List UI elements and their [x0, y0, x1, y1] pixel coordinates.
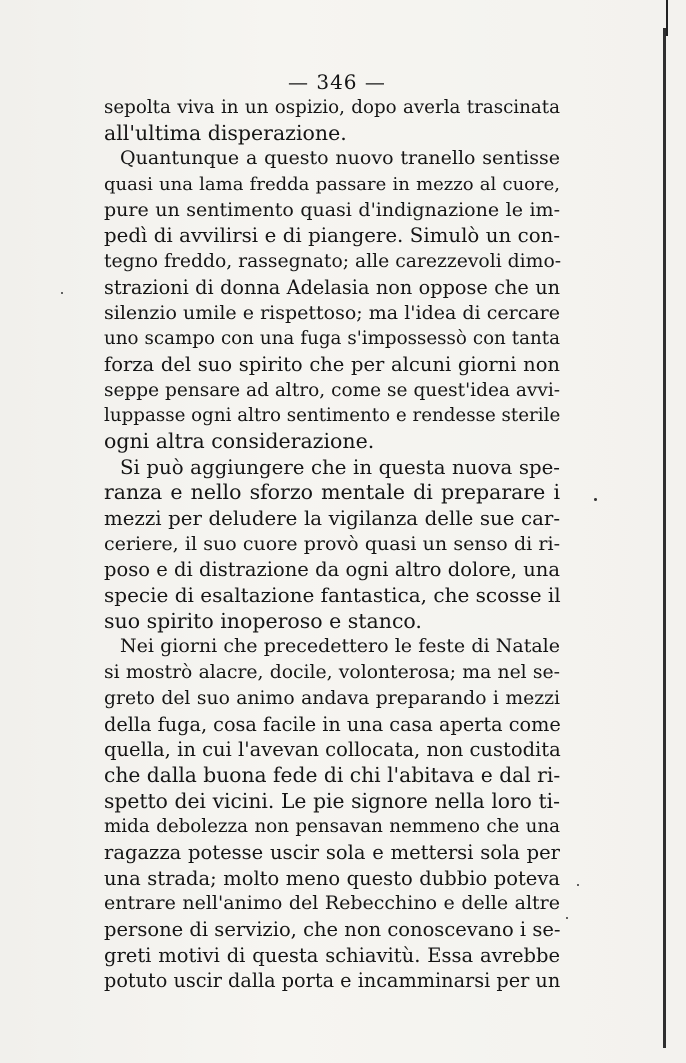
page-edge-shadow	[663, 28, 666, 1048]
text-line: mida debolezza non pensavan nemmeno che una	[104, 816, 560, 838]
text-line: si mostrò alacre, docile, volonterosa; ma nel se-	[104, 662, 560, 684]
text-line: seppe pensare ad altro, come se quest'idea avvi-	[104, 379, 560, 401]
text-line: pure un sentimento quasi d'indignazione le im-	[104, 198, 560, 221]
text-line: mezzi per deludere la vigilanza delle sue car-	[104, 507, 560, 530]
print-speck	[594, 498, 597, 501]
text-line: forza del suo spirito che per alcuni giorni non	[104, 352, 560, 376]
text-line: della fuga, cosa facile in una casa aperta come	[104, 712, 561, 736]
text-line: silenzio umile e rispettoso; ma l'idea di cercare	[104, 301, 560, 324]
text-line: ranza e nello sforzo mentale di preparare i	[104, 480, 560, 505]
text-line: uno scampo con una fuga s'impossessò con tanta	[104, 328, 560, 350]
page-edge-shadow-top	[666, 0, 668, 36]
text-line: sepolta viva in un ospizio, dopo averla trascinata	[104, 97, 560, 118]
text-line: potuto uscir dalla porta e incamminarsi per un	[104, 969, 561, 993]
print-speck	[566, 917, 568, 919]
text-line: Nei giorni che precedettero le feste di Natale	[120, 635, 560, 658]
print-speck	[61, 292, 63, 294]
text-line: Quantunque a questo nuovo tranello sentisse	[120, 147, 560, 170]
text-line: ragazza potesse uscir sola e mettersi sola per	[104, 840, 560, 864]
text-line: entrare nell'animo del Rebecchino e delle altre	[104, 892, 560, 915]
text-line: ceriere, il suo cuore provò quasi un senso di ri-	[104, 532, 560, 555]
text-line: quella, in cui l'avevan collocata, non custodita	[104, 738, 561, 762]
text-line: poso e di distrazione da ogni altro dolore, una	[104, 558, 560, 582]
text-line: che dalla buona fede di chi l'abitava e dal ri-	[104, 762, 561, 787]
text-line: all'ultima disperazione.	[104, 120, 347, 145]
text-line: quasi una lama fredda passare in mezzo al cuore,	[104, 174, 560, 196]
text-line: greto del suo animo andava preparando i mezzi	[104, 687, 560, 709]
text-line: pedì di avvilirsi e di piangere. Simulò un con-	[104, 224, 560, 248]
text-line: strazioni di donna Adelasia non oppose che un	[104, 275, 560, 299]
print-speck	[577, 884, 579, 886]
text-line: tegno freddo, rassegnato; alle carezzevoli dimo-	[104, 251, 562, 273]
text-line: una strada; molto meno questo dubbio poteva	[104, 866, 560, 890]
text-line: suo spirito inoperoso e stanco.	[104, 608, 422, 633]
text-line: greti motivi di questa schiavitù. Essa avrebbe	[104, 943, 560, 967]
body-text	[104, 95, 560, 994]
page-number: — 346 —	[288, 70, 386, 94]
text-line: luppasse ogni altro sentimento e rendesse sterile	[104, 405, 561, 427]
text-line: specie di esaltazione fantastica, che scosse il	[104, 583, 561, 608]
text-line: Si può aggiungere che in questa nuova spe-	[120, 455, 560, 479]
text-line: ogni altra considerazione.	[104, 428, 375, 453]
text-line: persone di servizio, che non conoscevano i se-	[104, 918, 561, 941]
text-line: spetto dei vicini. Le pie signore nella loro ti-	[104, 788, 560, 813]
